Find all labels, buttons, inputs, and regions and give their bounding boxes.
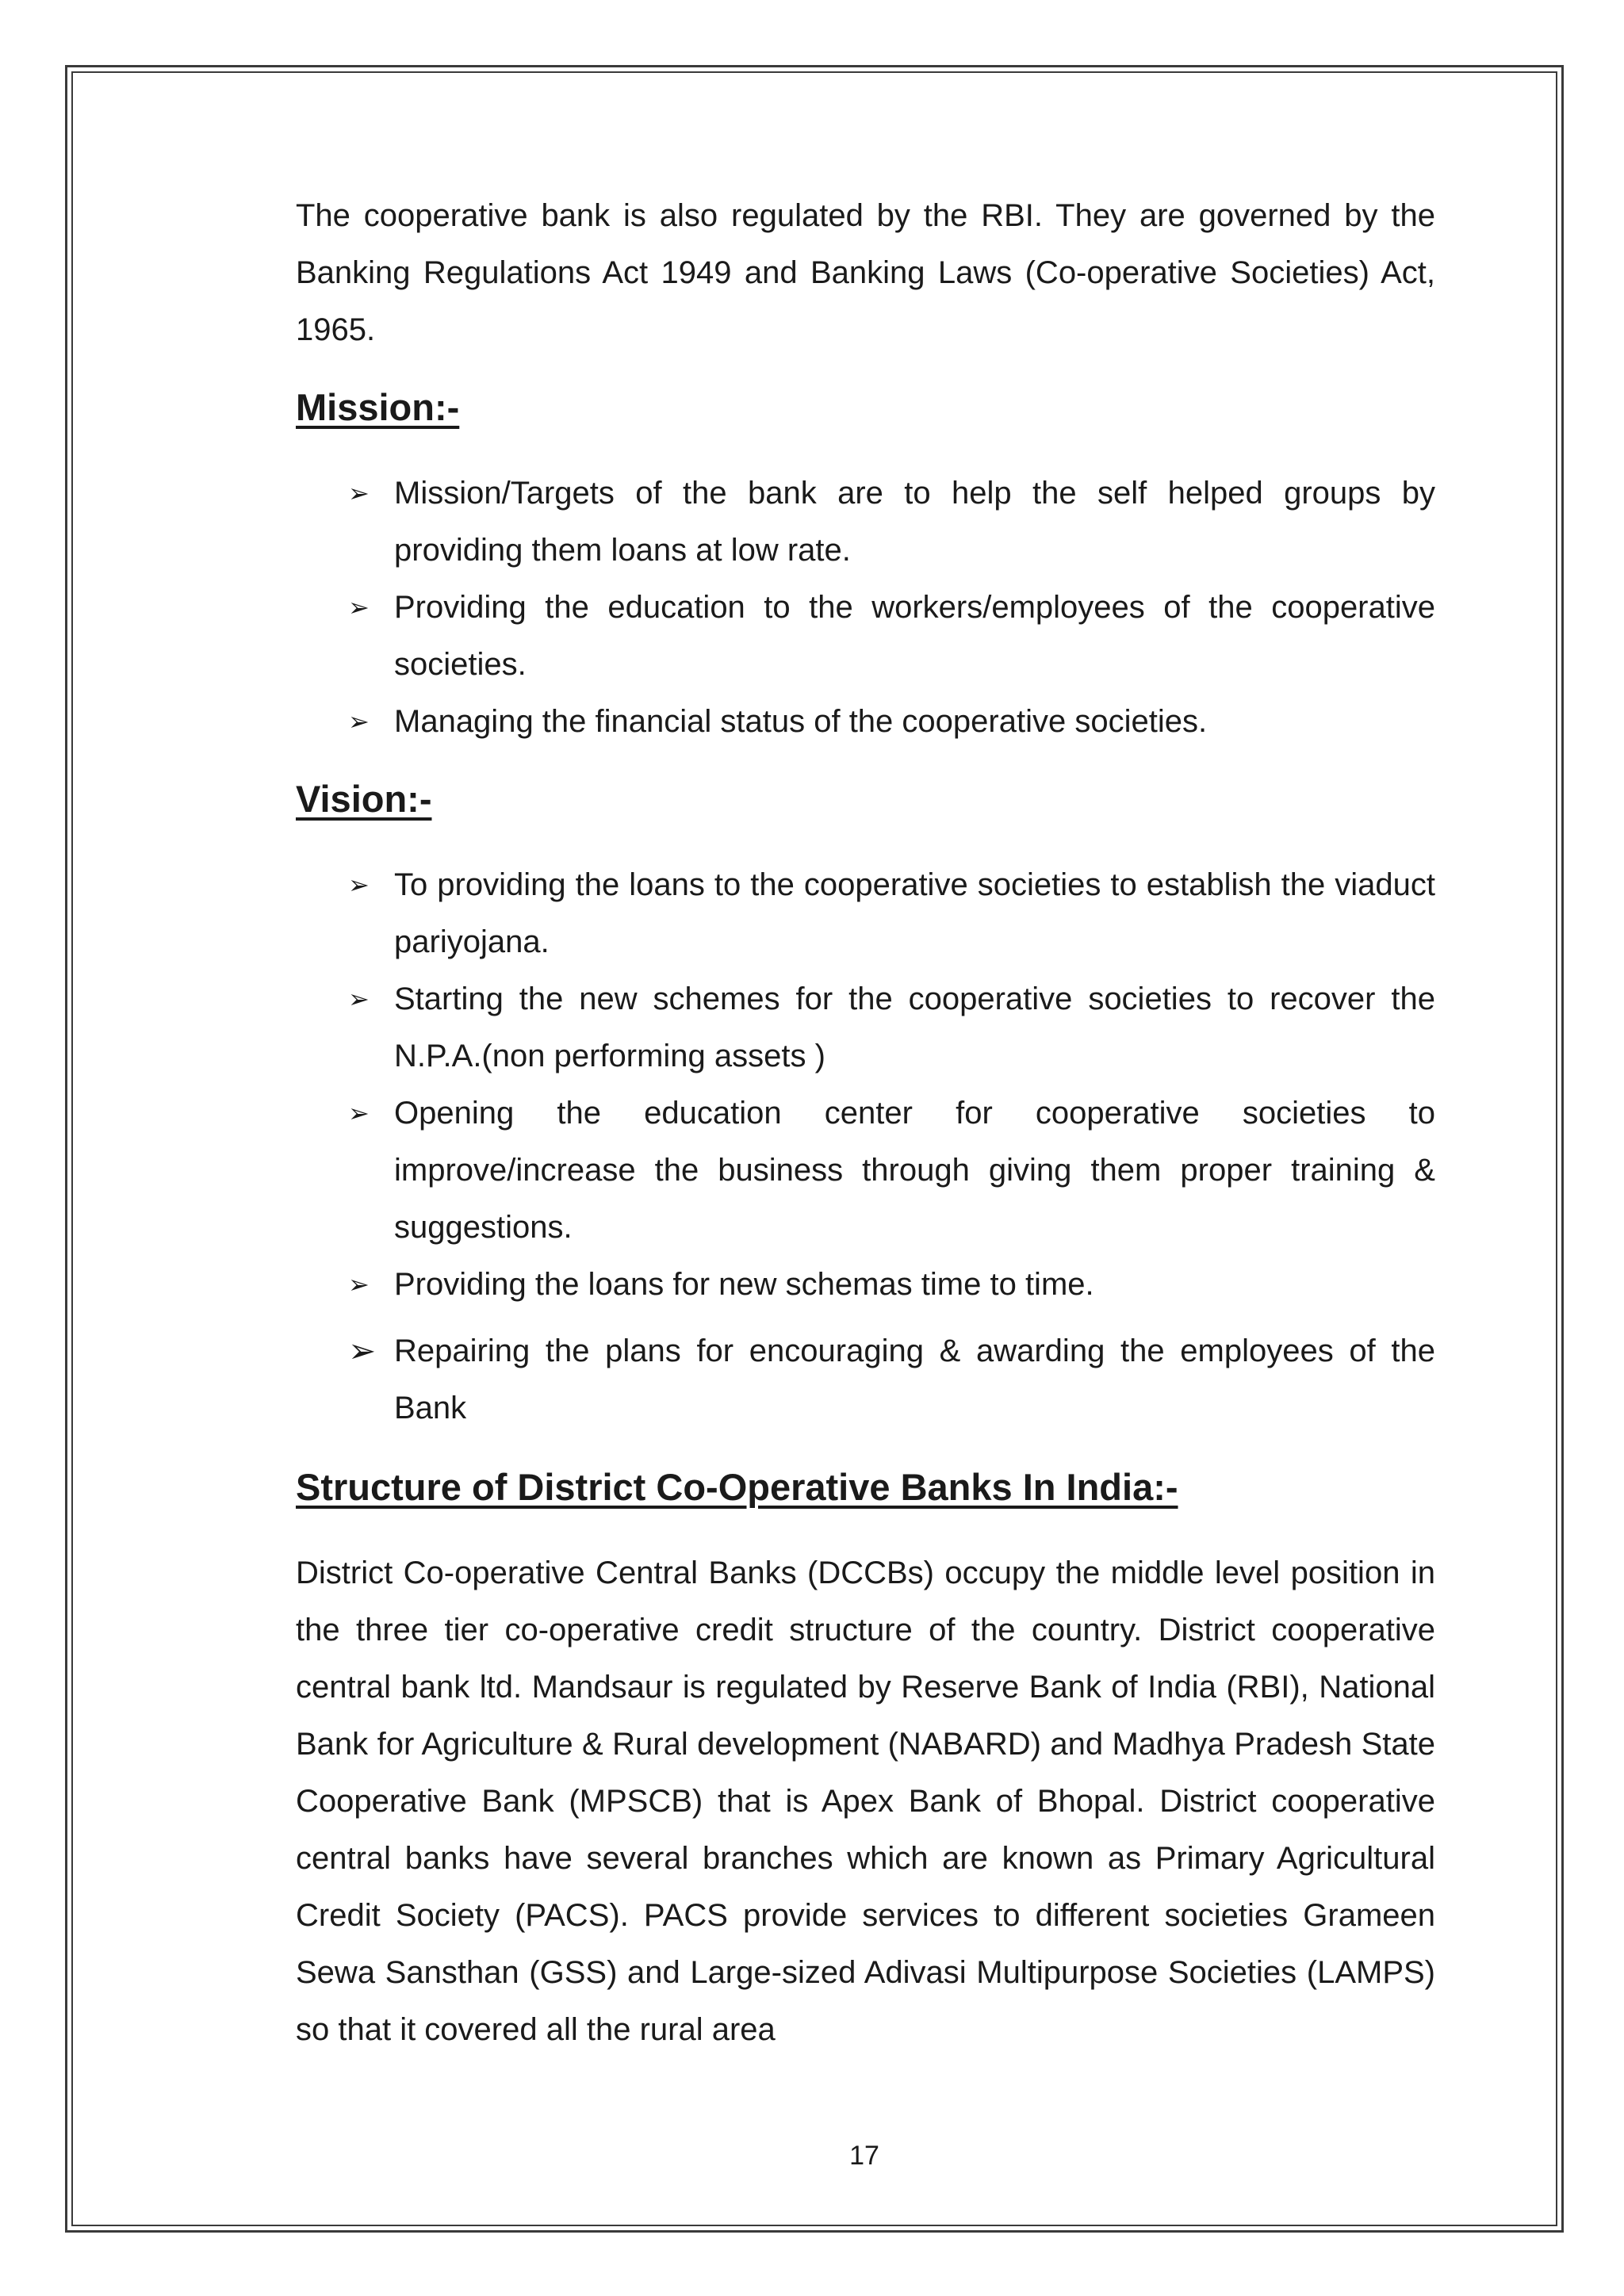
vision-list [296,856,1435,1437]
vision-item [296,1322,1435,1437]
vision-item [296,970,1435,1085]
vision-item-text: Repairing the plans for encouraging & awarding the employees of the Bank [394,1334,1435,1425]
arrowhead-bullet-icon: ➢ [348,1098,370,1128]
mission-item-text: Managing the financial status of the cooperative societies. [394,704,1208,739]
arrowhead-bullet-icon: ➢ [348,870,370,900]
arrowhead-bullet-icon: ➢ [348,706,370,737]
mission-item-text: Providing the education to the workers/employees of the cooperative societies. [394,590,1435,682]
vision-heading: Vision:- [296,778,432,820]
mission-item-text: Mission/Targets of the bank are to help the self helped groups by providing them loans at low rate. [394,476,1435,568]
mission-item [296,465,1435,579]
mission-item [296,693,1435,750]
vision-item [296,1085,1435,1256]
vision-item [296,1256,1435,1313]
arrowhead-bullet-icon: ➢ [348,984,370,1014]
vision-item-text: Starting the new schemes for the cooperative societies to recover the N.P.A.(non performing assets ) [394,982,1435,1073]
arrowhead-bullet-icon: ➢ [348,1331,377,1370]
structure-paragraph: District Co-operative Central Banks (DCCBs) occupy the middle level position in the three tier co-operative credit structure of the country. District cooperative central bank ltd. Mandsaur is regulated by Reserve Bank of India (RBI), National Bank for Agriculture & Rural development (NABARD) and Madhya Pradesh State Cooperative Bank (MPSCB) that is Apex Bank of Bhopal. District cooperative central banks have several branches which are known as Primary Agricultural Credit Society (PACS). PACS provide services to different societies Grameen Sewa Sansthan (GSS) and Large-sized Adivasi Multipurpose Societies (LAMPS) so that it covered all the rural area [296,1556,1435,2047]
page-number: 17 [849,2141,879,2171]
page-content [296,187,1435,2058]
vision-item-text: To providing the loans to the cooperative societies to establish the viaduct pariyojana. [394,867,1435,959]
arrowhead-bullet-icon: ➢ [348,478,370,508]
structure-heading: Structure of District Co-Operative Banks In India:- [296,1466,1178,1508]
mission-heading: Mission:- [296,386,460,428]
vision-item-text: Providing the loans for new schemas time to time. [394,1267,1094,1302]
arrowhead-bullet-icon: ➢ [348,1269,370,1299]
vision-item-text: Opening the education center for cooperative societies to improve/increase the business through giving them proper training & suggestions. [394,1096,1435,1245]
intro-paragraph: The cooperative bank is also regulated by the RBI. They are governed by the Banking Regulations Act 1949 and Banking Laws (Co-operative Societies) Act, 1965. [296,198,1435,347]
mission-list [296,465,1435,750]
vision-item [296,856,1435,970]
mission-item [296,579,1435,693]
arrowhead-bullet-icon: ➢ [348,592,370,622]
